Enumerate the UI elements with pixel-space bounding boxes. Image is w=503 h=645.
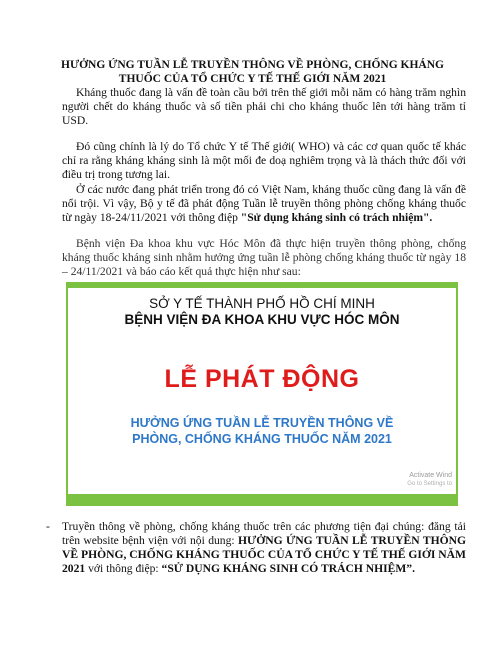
paragraph-3-text: Ở các nước đang phát triển trong đó có Việt Nam, kháng thuốc cũng đang là vấn đề nổi trội. Vì vậy, Bộ y tế đã phát động Tuần lễ truyền thông phòng chống kháng thuốc từ ngày 18-24/11/2021 với thông điệp — [62, 183, 466, 224]
paragraph-1: Kháng thuốc đang là vấn đề toàn cầu bởi trên thế giới mỗi năm có hàng trăm nghìn người chết do kháng thuốc và số tiền phải chi cho kháng thuốc lên tới hàng trăm tỉ USD. — [62, 86, 466, 127]
event-banner-image — [66, 282, 458, 506]
bullet-text-start: Truyền thông về phòng, chống kháng thuốc trên các phương tiện đại chúng: đăng tải trên website bệnh viện với nội dung: — [62, 520, 466, 547]
bullet-text-mid: với thông điệp: — [85, 562, 162, 575]
bullet-headline: HƯỞNG ỨNG TUẦN LỄ TRUYỀN THÔNG VỀ PHÒNG, CHỐNG KHÁNG THUỐC CỦA TỔ CHỨC Y TẾ THẾ GIỚI NĂM 2021 — [62, 534, 466, 575]
document-title — [40, 58, 465, 86]
bullet-text — [62, 520, 466, 576]
bullet-dash: - — [46, 520, 50, 533]
banner-bottom-stripe — [68, 494, 456, 506]
paragraph-4: Bệnh viện Đa khoa khu vực Hóc Môn đã thực hiện truyền thông phòng, chống kháng thuốc kháng sinh nhằm hưởng ứng tuần lễ phòng chống kháng thuốc từ ngày 18 – 24/11/2021 và báo cáo kết quả thực hiện như sau: — [62, 237, 466, 278]
paragraph-3-slogan: "Sử dụng kháng sinh có trách nhiệm". — [240, 211, 433, 224]
banner-subtitle-line-2: PHÒNG, CHỐNG KHÁNG THUỐC NĂM 2021 — [132, 432, 392, 446]
activation-watermark-line-2: Go to Settings to — [407, 481, 452, 487]
banner-org-line-2: BỆNH VIỆN ĐA KHOA KHU VỰC HÓC MÔN — [124, 312, 400, 327]
title-line-2: THUỐC CỦA TỔ CHỨC Y TẾ THẾ GIỚI NĂM 2021 — [118, 73, 387, 85]
title-line-1: HƯỞNG ỨNG TUẦN LỄ TRUYỀN THÔNG VỀ PHÒNG, CHỐNG KHÁNG — [61, 59, 444, 71]
paragraph-3 — [62, 183, 466, 225]
bullet-slogan: “SỬ DỤNG KHÁNG SINH CÓ TRÁCH NHIỆM”. — [161, 562, 416, 575]
banner-top-stripe — [68, 282, 456, 288]
paragraph-2: Đó cũng chính là lý do Tổ chức Y tế Thế giới( WHO) và các cơ quan quốc tế khác chỉ ra rằng kháng kháng sinh là một mối đe doạ nghiêm trọng và là thách thức đối với điều trị trong tương lai. — [62, 140, 466, 181]
activation-watermark-line-1: Activate Wind — [409, 472, 452, 479]
banner-org-line-1: SỞ Y TẾ THÀNH PHỐ HỒ CHÍ MINH — [149, 296, 375, 311]
banner-subtitle-line-1: HƯỞNG ỨNG TUẦN LỄ TRUYỀN THÔNG VỀ — [130, 416, 394, 430]
banner-main-title: LỄ PHÁT ĐỘNG — [164, 365, 360, 393]
